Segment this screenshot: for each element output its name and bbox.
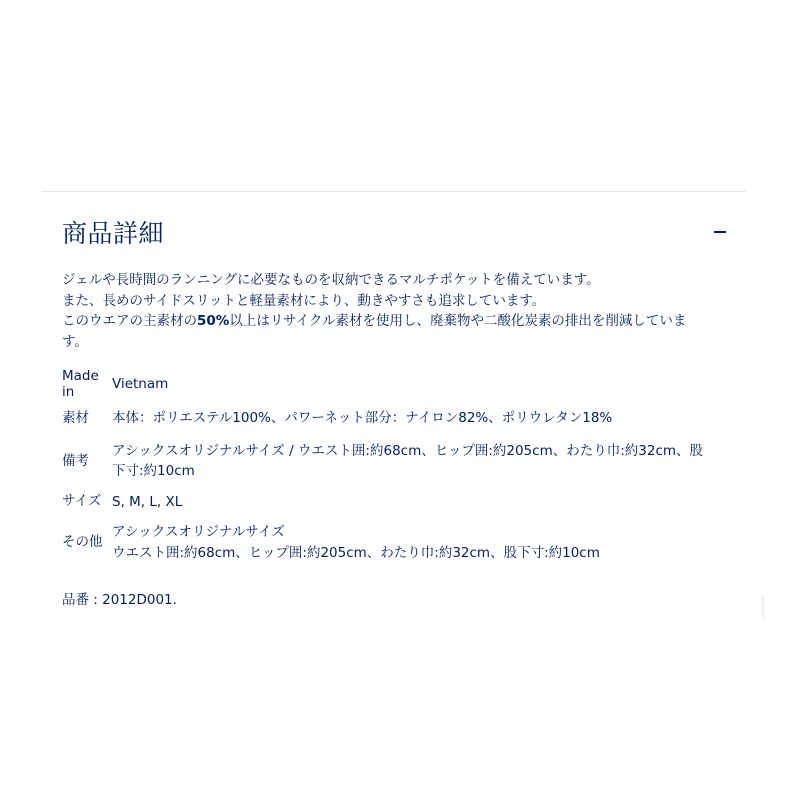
spec-value: S, M, L, XL: [112, 493, 183, 510]
minus-icon[interactable]: [698, 217, 728, 247]
spec-value-line: アシックスオリジナルサイズ: [112, 524, 285, 540]
description-line: す。: [62, 333, 88, 350]
description-line: [62, 311, 726, 332]
description-line: ジェルや長時間のランニングに必要なものを収納できるマルチポケットを備えています。: [62, 272, 600, 288]
recycled-percent: 50%: [197, 313, 230, 329]
description-text: このウエアの主素材の: [62, 313, 197, 329]
section-divider: [42, 191, 746, 192]
spec-value-line: アシックスオリジナルサイズ / ウエスト囲:約68cm、ヒップ囲:約205cm、わたり巾:約32cm、股: [112, 442, 704, 459]
spec-label: 素材: [62, 409, 89, 426]
spec-label: サイズ: [62, 493, 102, 510]
spec-row-material: [62, 408, 732, 429]
product-details-accordion-header[interactable]: [62, 210, 730, 254]
product-code: 品番 : 2012D001.: [62, 592, 177, 608]
spec-label: [62, 368, 112, 400]
spec-value: [112, 522, 732, 563]
description-line: また、長めのサイドスリットと軽量素材により、動きやすさも追求しています。: [62, 292, 546, 309]
spec-value: 本体：ポリエステル100%、パワーネット部分：ナイロン82%、ポリウレタン18%: [112, 410, 613, 426]
spec-table: [62, 366, 732, 572]
spec-value-line: 下寸:約10cm: [112, 463, 195, 479]
spec-row-made-in: [62, 366, 732, 402]
spec-label-text: in: [62, 384, 75, 400]
scrollbar[interactable]: [762, 596, 764, 618]
spec-value-line: ウエスト囲:約68cm、ヒップ囲:約205cm、わたり巾:約32cm、股下寸:約10cm: [112, 544, 600, 561]
spec-value: Vietnam: [112, 375, 169, 392]
spec-row-notes: [62, 441, 732, 482]
product-description: [62, 270, 726, 352]
section-title: 商品詳細: [62, 219, 165, 248]
spec-row-other: [62, 522, 732, 563]
spec-label: 備考: [62, 452, 89, 469]
spec-label-text: Made: [62, 368, 99, 384]
spec-row-size: [62, 492, 732, 513]
description-text: 以上はリサイクル素材を使用し、廃棄物や二酸化炭素の排出を削減していま: [229, 313, 687, 329]
spec-label: その他: [62, 534, 103, 550]
spec-value: [112, 441, 732, 482]
